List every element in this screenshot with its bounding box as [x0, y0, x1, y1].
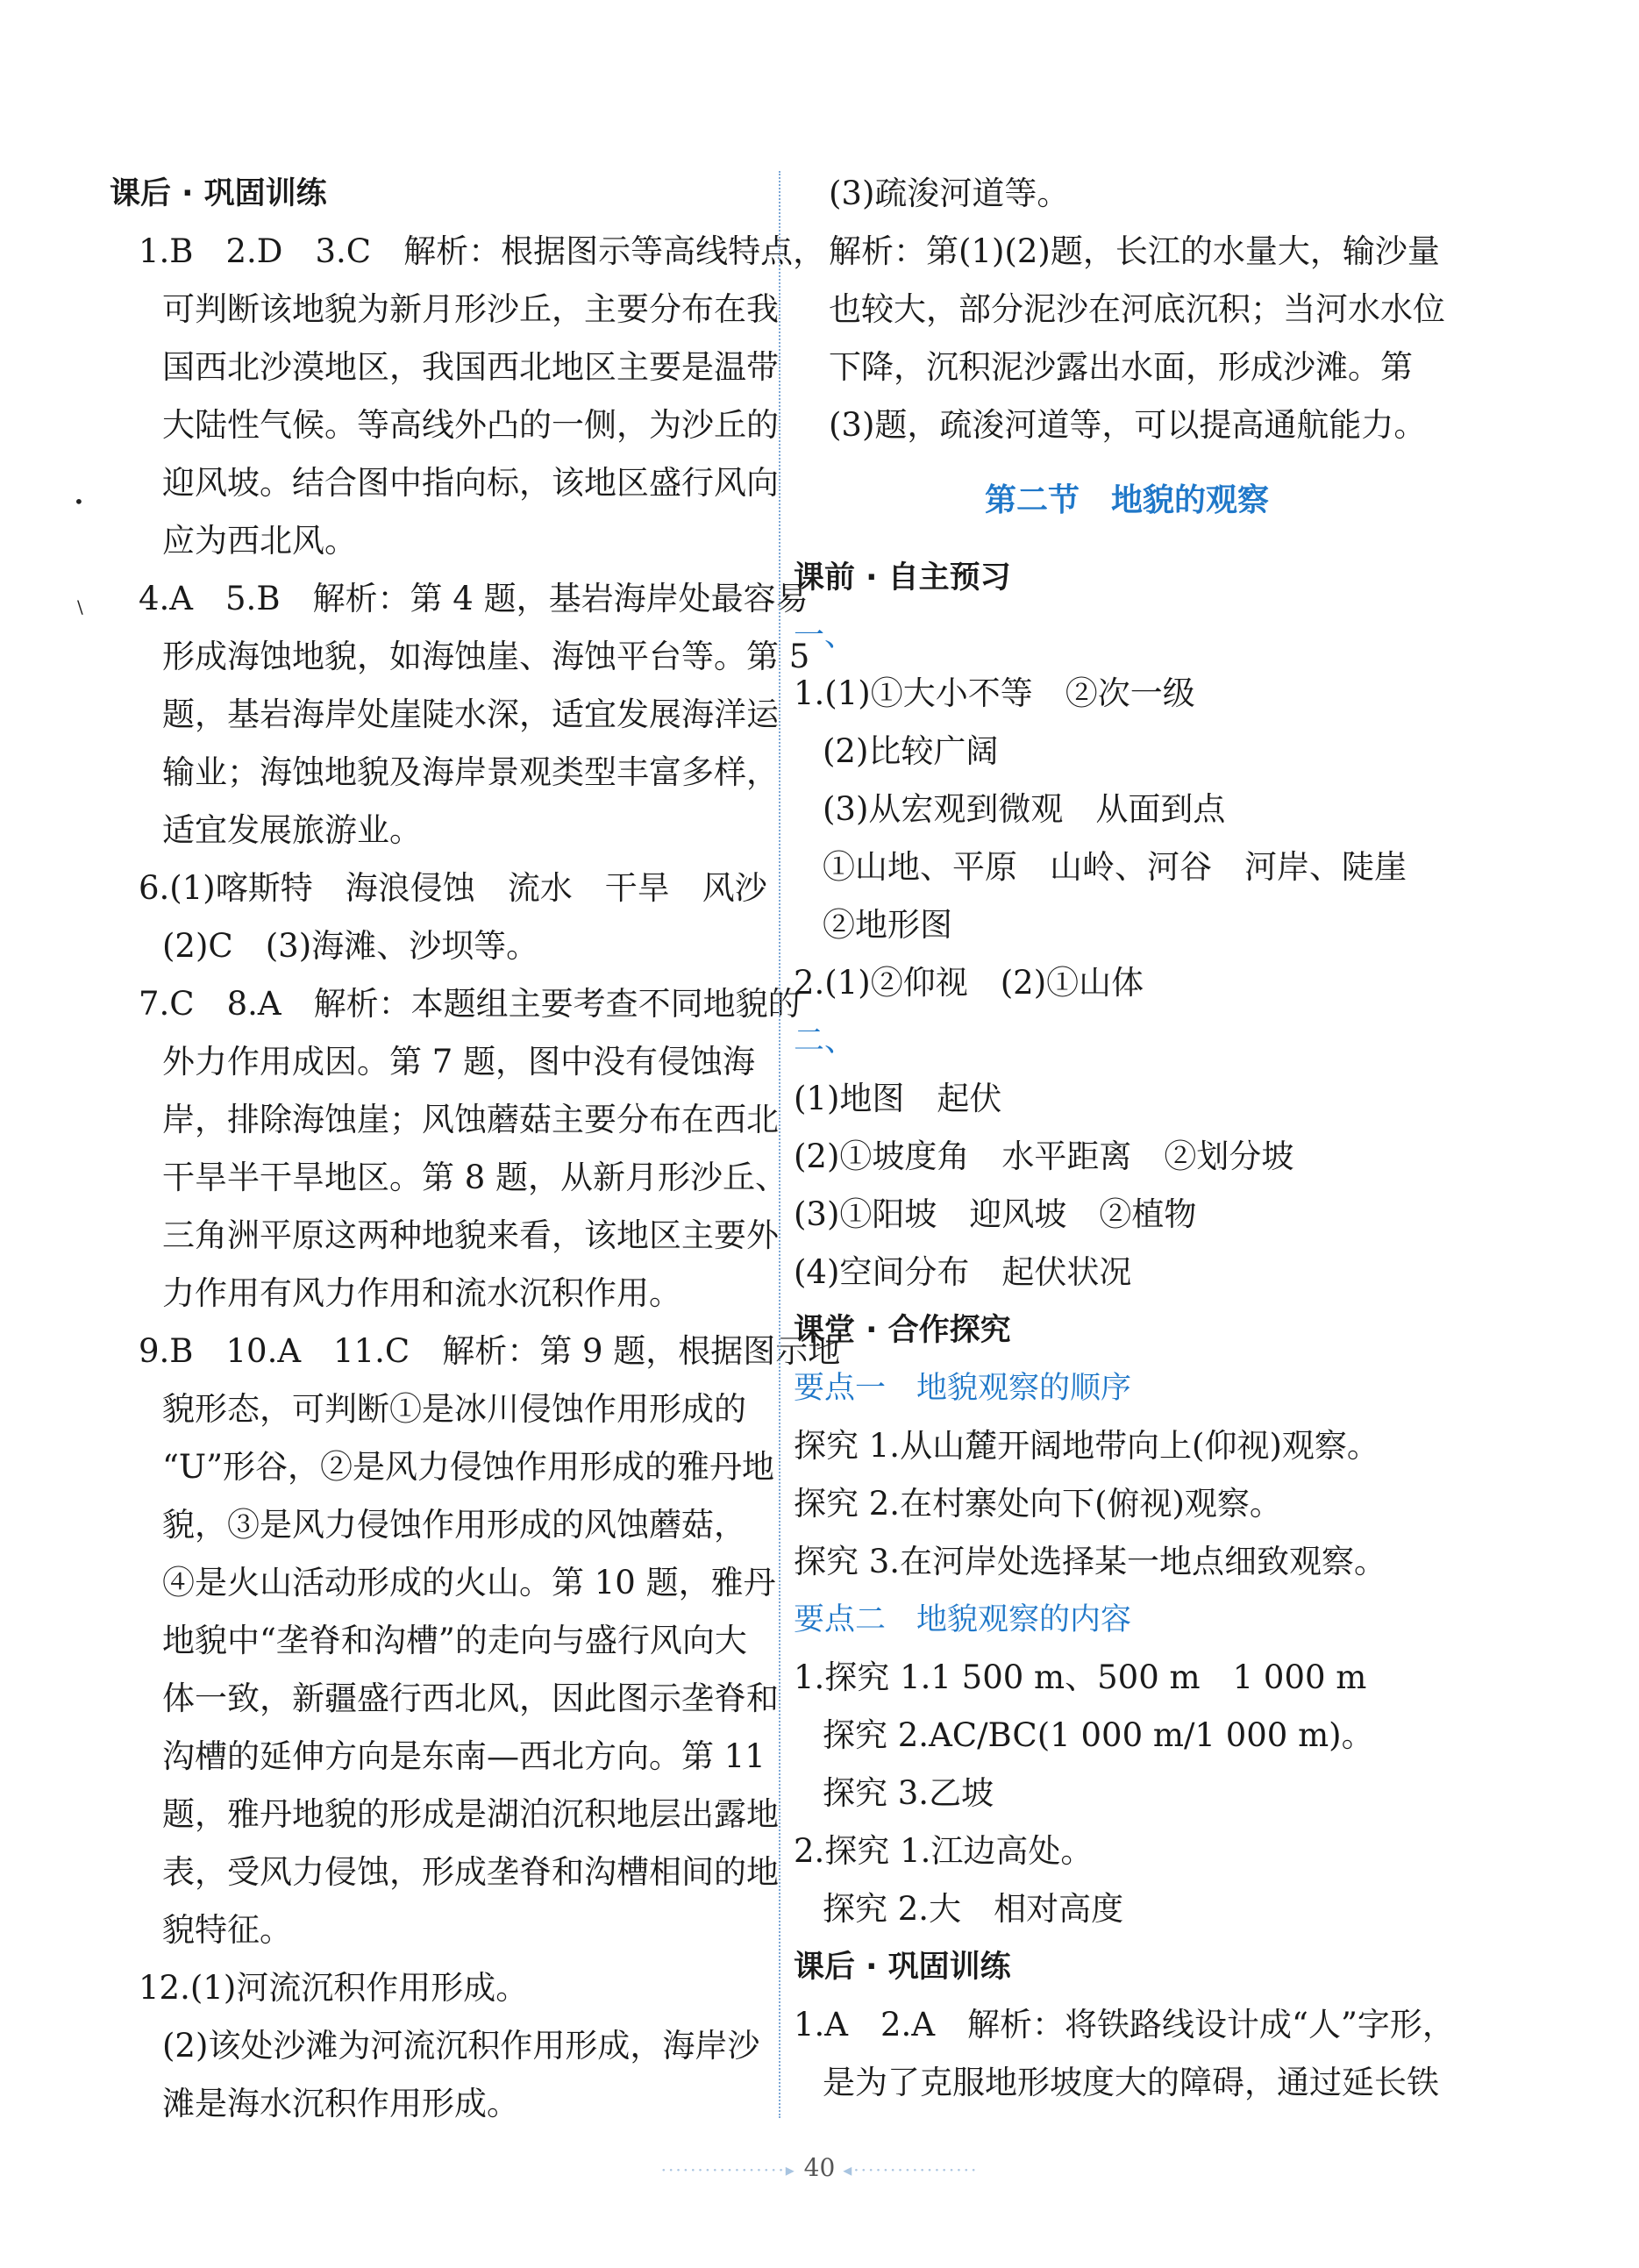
heading-after-class-practice-2: 课后 · 巩固训练: [794, 1950, 1011, 1985]
answer-line: 探究 1.从山麓开阔地带向上(仰视)观察。: [794, 1427, 1379, 1465]
ink-dot-mark: •: [74, 491, 84, 512]
answer-line: 国西北沙漠地区，我国西北地区主要是温带: [162, 348, 779, 386]
answer-line: 迎风坡。结合图中指向标，该地区盛行风向: [162, 464, 779, 502]
answer-line: 貌，③是风力侵蚀作用形成的风蚀蘑菇，: [162, 1506, 746, 1544]
answer-line: 1.B 2.D 3.C 解析：根据图示等高线特点，: [139, 232, 826, 270]
answer-line: 也较大，部分泥沙在河底沉积；当河水水位: [829, 290, 1445, 328]
heading-in-class: 课堂 · 合作探究: [794, 1313, 1011, 1348]
answer-line: 干旱半干旱地区。第 8 题，从新月形沙丘、: [162, 1159, 788, 1196]
answer-line: (2)①坡度角 水平距离 ②划分坡: [794, 1138, 1294, 1175]
page-number: 40: [803, 2153, 836, 2182]
answer-line: “U”形谷，②是风力侵蚀作用形成的雅丹地: [162, 1448, 775, 1486]
answer-line: 题，基岩海岸处崖陡水深，适宜发展海洋运: [162, 695, 779, 733]
left-column: [110, 165, 841, 2133]
answer-line: 4.A 5.B 解析：第 4 题，基岩海岸处最容易: [139, 580, 809, 617]
answer-line: (1)地图 起伏: [794, 1080, 1002, 1117]
subheading-one: 一、: [794, 618, 856, 653]
answer-line: 题，雅丹地貌的形成是湖泊沉积地层出露地: [162, 1795, 779, 1833]
ink-tick-mark: \: [77, 596, 83, 617]
answer-line: 形成海蚀地貌，如海蚀崖、海蚀平台等。第 5: [162, 638, 810, 675]
answer-line: (3)从宏观到微观 从面到点: [823, 790, 1226, 828]
answer-line: 9.B 10.A 11.C 解析：第 9 题，根据图示地: [139, 1332, 841, 1370]
key-point-two: 要点二 地貌观察的内容: [794, 1602, 1132, 1637]
answer-line: 表，受风力侵蚀，形成垄脊和沟槽相间的地: [162, 1853, 779, 1891]
answer-line: 解析：第(1)(2)题，长江的水量大，输沙量: [829, 232, 1440, 270]
answer-line: 是为了克服地形坡度大的障碍，通过延长铁: [823, 2064, 1439, 2101]
answer-line: 应为西北风。: [162, 522, 357, 560]
answer-line: 探究 2.大 相对高度: [823, 1890, 1124, 1928]
heading-after-class-practice: 课后 · 巩固训练: [110, 176, 327, 211]
answer-line: 可判断该地貌为新月形沙丘，主要分布在我: [162, 290, 779, 328]
answer-line: 2.(1)②仰视 (2)①山体: [794, 964, 1144, 1002]
key-point-one: 要点一 地貌观察的顺序: [794, 1371, 1132, 1406]
answer-line: 貌形态，可判断①是冰川侵蚀作用形成的: [162, 1390, 746, 1428]
answer-line: 输业；海蚀地貌及海岸景观类型丰富多样，: [162, 753, 779, 791]
answer-line: 探究 3.乙坡: [823, 1774, 994, 1812]
footer-dots-right: ◂·················: [843, 2159, 979, 2180]
column-divider: [779, 171, 780, 2118]
answer-line: 体一致，新疆盛行西北风，因此图示垄脊和: [162, 1680, 779, 1717]
answer-line: 貌特征。: [162, 1911, 292, 1949]
answer-line: (2)C (3)海滩、沙坝等。: [162, 927, 539, 965]
answer-line: 下降，沉积泥沙露出水面，形成沙滩。第: [829, 348, 1413, 386]
answer-line: 探究 2.AC/BC(1 000 m/1 000 m)。: [823, 1716, 1374, 1754]
answer-line: 外力作用成因。第 7 题，图中没有侵蚀海: [162, 1043, 756, 1081]
answer-line: 岸，排除海蚀崖；风蚀蘑菇主要分布在西北: [162, 1101, 779, 1138]
right-column: [794, 165, 1460, 2112]
page-footer: [0, 2153, 1639, 2182]
answer-line: 适宜发展旅游业。: [162, 811, 422, 849]
answer-line: 地貌中“垄脊和沟槽”的走向与盛行风向大: [162, 1622, 747, 1659]
answer-line: 三角洲平原这两种地貌来看，该地区主要外: [162, 1216, 779, 1254]
answer-line: 1.A 2.A 解析：将铁路线设计成“人”字形，: [794, 2006, 1455, 2043]
footer-dots-left: ·················▸: [660, 2159, 796, 2180]
answer-line: (3)疏浚河道等。: [829, 175, 1070, 212]
answer-line: 1.探究 1.1 500 m、500 m 1 000 m: [794, 1658, 1367, 1696]
subheading-two: 二、: [794, 1023, 856, 1059]
answer-line: (3)题，疏浚河道等，可以提高通航能力。: [829, 406, 1427, 444]
answer-line: 滩是海水沉积作用形成。: [162, 2085, 519, 2122]
answer-line: (2)比较广阔: [823, 732, 999, 770]
answer-line: (4)空间分布 起伏状况: [794, 1253, 1132, 1291]
answer-line: 力作用有风力作用和流水沉积作用。: [162, 1274, 681, 1312]
answer-line: (3)①阳坡 迎风坡 ②植物: [794, 1195, 1197, 1233]
answer-line: 沟槽的延伸方向是东南—西北方向。第 11: [162, 1737, 766, 1775]
section-title: 第二节 地貌的观察: [984, 482, 1269, 518]
answer-line: ②地形图: [823, 906, 952, 944]
answer-line: ④是火山活动形成的火山。第 10 题，雅丹: [162, 1564, 776, 1601]
answer-line: 大陆性气候。等高线外凸的一侧，为沙丘的: [162, 406, 779, 444]
answer-line: 12.(1)河流沉积作用形成。: [139, 1969, 529, 2007]
answer-line: 7.C 8.A 解析：本题组主要考查不同地貌的: [139, 985, 801, 1023]
answer-line: 探究 3.在河岸处选择某一地点细致观察。: [794, 1543, 1387, 1580]
answer-line: 6.(1)喀斯特 海浪侵蚀 流水 干旱 风沙: [139, 869, 767, 907]
heading-preview: 课前 · 自主预习: [794, 560, 1011, 596]
answer-line: ①山地、平原 山岭、河谷 河岸、陡崖: [823, 848, 1407, 886]
answer-line: (2)该处沙滩为河流沉积作用形成，海岸沙: [162, 2027, 760, 2065]
answer-line: 1.(1)①大小不等 ②次一级: [794, 674, 1195, 712]
answer-line: 探究 2.在村寨处向下(俯视)观察。: [794, 1485, 1282, 1523]
answer-line: 2.探究 1.江边高处。: [794, 1832, 1094, 1870]
